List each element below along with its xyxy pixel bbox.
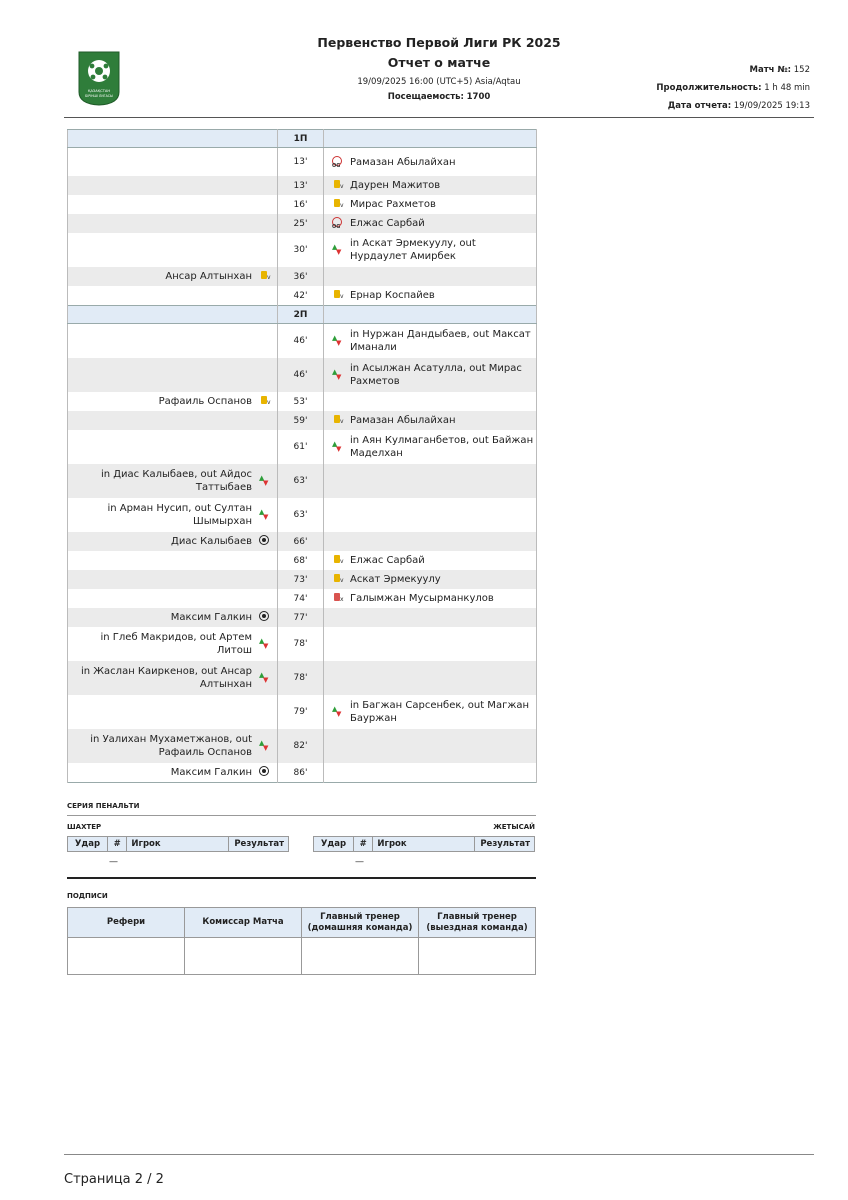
col-player: Игрок [373, 837, 474, 852]
report-date: Дата отчета: 19/09/2025 19:13 [667, 101, 810, 111]
event-minute: 13' [278, 148, 324, 177]
event-text: in Багжан Сарсенбек, out Магжан Бауржан [350, 700, 529, 724]
own-goal-icon [330, 217, 344, 230]
table-bottom-border [68, 783, 537, 784]
half-header-row [68, 306, 537, 324]
event-text: in Нуржан Дандыбаев, out Максат Иманали [350, 329, 531, 353]
event-minute: 25' [278, 214, 324, 233]
yellow-card-icon [330, 199, 344, 210]
substitution-icon: ▲ ▼ [259, 670, 269, 684]
attendance: Посещаемость: 1700 [387, 92, 491, 102]
match-duration: Продолжительность: 1 h 48 min [656, 83, 810, 93]
event-minute: 86' [278, 763, 324, 783]
substitution-icon: ▲ ▼ [332, 439, 342, 453]
sig-away-coach-box[interactable] [419, 938, 536, 975]
event-text: in Аян Кулмаганбетов, out Байжан Маделхан [350, 435, 534, 459]
sig-referee-box[interactable] [68, 938, 185, 975]
event-row [68, 233, 537, 267]
col-number: # [107, 837, 126, 852]
event-minute: 59' [278, 411, 324, 430]
event-row [68, 430, 537, 464]
event-text: in Асылжан Асатулла, out Мирас Рахметов [350, 363, 522, 387]
event-text: Рамазан Абылайхан [350, 415, 456, 426]
event-row [68, 176, 537, 195]
event-row [68, 763, 537, 783]
match-info [656, 61, 810, 115]
event-minute: 68' [278, 551, 324, 570]
event-row [68, 148, 537, 177]
event-minute: 16' [278, 195, 324, 214]
event-row [68, 358, 537, 392]
event-row [68, 392, 537, 411]
penalty-away-empty: — [355, 857, 364, 867]
match-number: Матч №: 152 [749, 65, 810, 75]
yellow-card-icon [330, 555, 344, 566]
event-minute: 78' [278, 627, 324, 661]
signatures-section-label: ПОДПИСИ [67, 892, 108, 900]
penalty-section-label: СЕРИЯ ПЕНАЛЬТИ [67, 802, 140, 810]
svg-text:ҚАЗАҚСТАН: ҚАЗАҚСТАН [87, 89, 111, 93]
half-label: 2П [278, 306, 324, 324]
event-text: Ансар Алтынхан [165, 271, 252, 282]
event-row [68, 627, 537, 661]
event-minute: 46' [278, 324, 324, 359]
event-minute: 74' [278, 589, 324, 608]
goal-ball-icon [257, 611, 271, 624]
event-row [68, 498, 537, 532]
event-minute: 30' [278, 233, 324, 267]
event-text: in Арман Нусип, out Султан Шымырхан [107, 503, 252, 527]
substitution-icon: ▲ ▼ [259, 473, 269, 487]
substitution-icon: ▲ ▼ [332, 333, 342, 347]
sig-commissioner-box[interactable] [185, 938, 302, 975]
sig-commissioner: Комиссар Матча [185, 908, 302, 938]
event-text: Рамазан Абылайхан [350, 156, 456, 168]
penalty-home-empty: — [109, 857, 118, 867]
event-row [68, 214, 537, 233]
report-subtitle: Отчет о матче [387, 55, 491, 70]
sig-home-coach-box[interactable] [302, 938, 419, 975]
event-text: in Диас Калыбаев, out Айдос Таттыбаев [100, 469, 252, 493]
event-text: Ернар Коспайев [350, 290, 435, 301]
yellow-card-icon [257, 271, 271, 282]
event-text: Галымжан Мусырманкулов [350, 593, 494, 604]
footer-divider [64, 1154, 814, 1155]
event-row [68, 267, 537, 286]
event-text: Аскат Эрмекуулу [350, 574, 441, 585]
svg-text:БІРІНШІ ЛИГАСЫ: БІРІНШІ ЛИГАСЫ [85, 94, 113, 98]
event-row [68, 411, 537, 430]
event-minute: 42' [278, 286, 324, 306]
event-minute: 13' [278, 176, 324, 195]
col-number: # [353, 837, 372, 852]
event-minute: 63' [278, 464, 324, 498]
event-text: in Жаслан Каиркенов, out Ансар Алтынхан [80, 666, 252, 690]
event-row [68, 464, 537, 498]
substitution-icon: ▲ ▼ [332, 242, 342, 256]
penalty-table-away [313, 836, 535, 852]
penalty-table-home [67, 836, 289, 852]
yellow-card-icon [330, 290, 344, 301]
event-row [68, 532, 537, 551]
red-card-icon [330, 593, 344, 604]
event-text: Даурен Мажитов [350, 180, 441, 191]
substitution-icon: ▲ ▼ [332, 704, 342, 718]
event-row [68, 695, 537, 729]
event-minute: 46' [278, 358, 324, 392]
event-row [68, 324, 537, 359]
event-row [68, 551, 537, 570]
penalty-divider [67, 815, 536, 816]
own-goal-icon [330, 156, 344, 169]
event-minute: 53' [278, 392, 324, 411]
penalty-home-team: ШАХТЕР [67, 823, 102, 831]
page-number: Страница 2 / 2 [64, 1172, 164, 1187]
event-text: in Уалихан Мухаметжанов, out Рафаиль Оспанов [90, 734, 252, 758]
event-text: Рафаиль Оспанов [158, 396, 252, 407]
yellow-card-icon [330, 415, 344, 426]
event-minute: 77' [278, 608, 324, 627]
report-title: Первенство Первой Лиги РК 2025 [317, 35, 561, 50]
col-result: Результат [228, 837, 288, 852]
event-row [68, 661, 537, 695]
event-minute: 66' [278, 532, 324, 551]
substitution-icon: ▲ ▼ [259, 636, 269, 650]
signatures-table [67, 907, 536, 975]
event-minute: 63' [278, 498, 324, 532]
event-text: Елжас Сарбай [350, 555, 425, 566]
event-minute: 78' [278, 661, 324, 695]
section-divider [67, 877, 536, 879]
substitution-icon: ▲ ▼ [259, 507, 269, 521]
col-kick: Удар [314, 837, 354, 852]
half-label: 1П [278, 130, 324, 148]
goal-ball-icon [257, 766, 271, 779]
col-result: Результат [474, 837, 534, 852]
event-row [68, 608, 537, 627]
yellow-card-icon [330, 180, 344, 191]
yellow-card-icon [330, 574, 344, 585]
event-row [68, 589, 537, 608]
half-header-row [68, 130, 537, 148]
event-row [68, 286, 537, 306]
event-row [68, 195, 537, 214]
goal-ball-icon [257, 535, 271, 548]
sig-away-coach: Главный тренер (выездная команда) [419, 908, 536, 938]
event-row [68, 729, 537, 763]
match-events-table [67, 129, 537, 783]
event-minute: 36' [278, 267, 324, 286]
event-minute: 61' [278, 430, 324, 464]
substitution-icon: ▲ ▼ [259, 738, 269, 752]
sig-referee: Рефери [68, 908, 185, 938]
event-row [68, 570, 537, 589]
substitution-icon: ▲ ▼ [332, 367, 342, 381]
header-divider [64, 117, 814, 118]
col-kick: Удар [68, 837, 108, 852]
event-text: Максим Галкин [170, 767, 252, 778]
event-text: in Глеб Макридов, out Артем Литош [100, 632, 252, 656]
penalty-away-team: ЖЕТЫСАЙ [493, 823, 535, 831]
event-minute: 73' [278, 570, 324, 589]
report-header [64, 30, 814, 118]
event-minute: 79' [278, 695, 324, 729]
event-text: Мирас Рахметов [350, 199, 436, 210]
sig-home-coach: Главный тренер (домашняя команда) [302, 908, 419, 938]
match-datetime: 19/09/2025 16:00 (UTC+5) Asia/Aqtau [357, 77, 521, 87]
yellow-card-icon [257, 396, 271, 407]
event-minute: 82' [278, 729, 324, 763]
col-player: Игрок [127, 837, 228, 852]
event-text: Максим Галкин [170, 612, 252, 623]
event-text: in Аскат Эрмекуулу, out Нурдаулет Амирбек [350, 238, 476, 262]
event-text: Елжас Сарбай [350, 218, 425, 229]
event-text: Диас Калыбаев [171, 536, 252, 547]
